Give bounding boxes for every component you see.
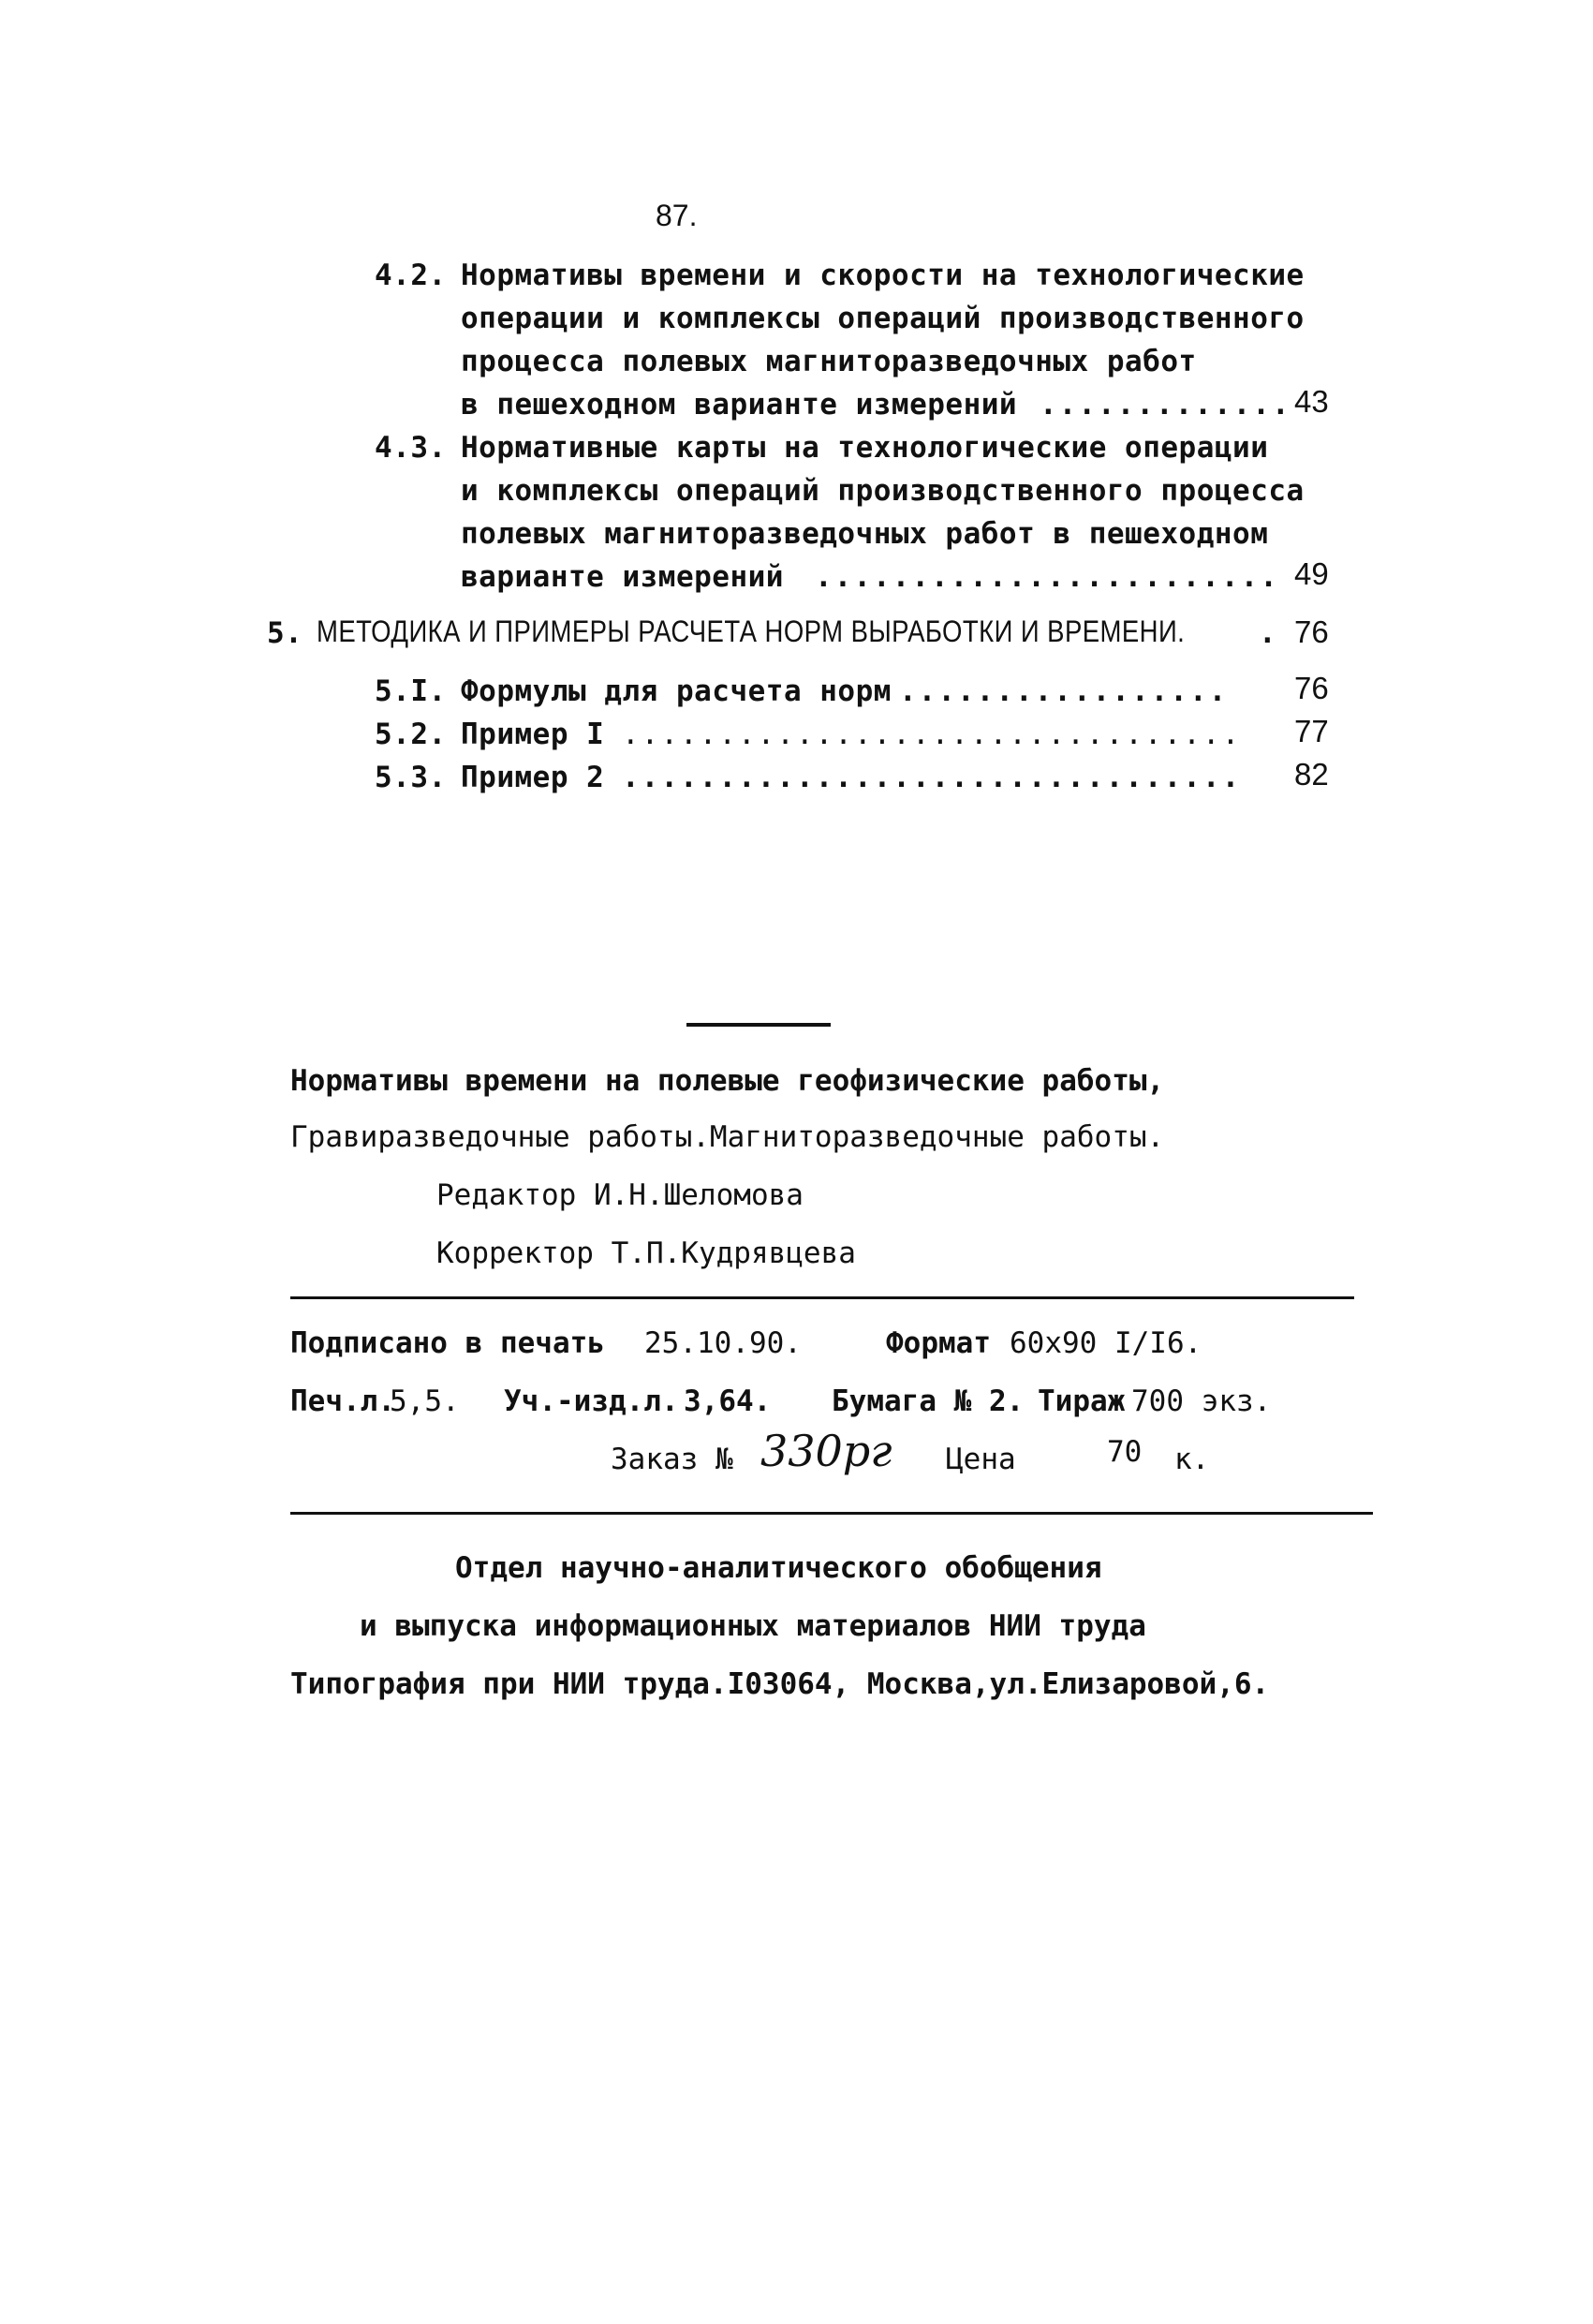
signed-label: Подписано в печать — [290, 1326, 605, 1360]
toc-page-number: 49 — [1294, 556, 1329, 591]
toc-leader-dots: ............. — [1040, 388, 1291, 422]
divider-top — [290, 1296, 1354, 1299]
toc-leader-dots: ................................ — [622, 718, 1242, 751]
paper-text: Бумага № 2. — [832, 1384, 1025, 1418]
printing-house-line: Типография при НИИ труда.I03064, Москва,ул.Елизаровой,6. — [290, 1667, 1270, 1701]
publisher-line: и выпуска информационных материалов НИИ труда — [360, 1609, 1146, 1643]
sheets-value: 5,5. — [390, 1384, 460, 1418]
price-label: Цена — [946, 1443, 1016, 1476]
toc-title-line: операции и комплексы операций производственного — [461, 302, 1305, 335]
toc-title: Пример 2 — [461, 761, 605, 794]
toc-page-number: 82 — [1294, 757, 1329, 792]
uch-label: Уч.-изд.л. — [504, 1384, 679, 1418]
toc-page-number: 76 — [1294, 671, 1329, 705]
toc-title-line: варианте измерений — [461, 560, 784, 594]
corrector-line: Корректор Т.П.Кудрявцева — [436, 1236, 856, 1270]
order-number-handwritten: 330рг — [760, 1426, 892, 1476]
toc-title-line: в пешеходном варианте измерений — [461, 388, 1018, 422]
editor-line: Редактор И.Н.Шеломова — [436, 1178, 804, 1212]
publisher-line: Отдел научно-аналитического обобщения — [455, 1551, 1102, 1585]
price-value: 70 — [1107, 1435, 1143, 1469]
format-value: 60х90 I/I6. — [1010, 1326, 1202, 1360]
toc-leader-dots: ................. — [899, 674, 1229, 708]
toc-title: Формулы для расчета норм — [461, 674, 892, 708]
divider-bottom — [290, 1512, 1373, 1515]
toc-title-line: Нормативные карты на технологические операции — [461, 431, 1269, 465]
toc-title-line: Нормативы времени и скорости на технологические — [461, 259, 1305, 292]
toc-leader-dots: . — [1259, 616, 1278, 650]
toc-leader-dots: ................................ — [622, 761, 1242, 794]
toc-number: 5.I. — [375, 674, 447, 708]
signed-date: 25.10.90. — [644, 1326, 802, 1360]
toc-number: 4.2. — [375, 259, 447, 292]
toc-page-number: 43 — [1294, 384, 1329, 419]
toc-number: 5.2. — [375, 718, 447, 751]
toc-number: 5. — [267, 616, 303, 650]
toc-title: Пример I — [461, 718, 605, 751]
toc-page-number: 76 — [1294, 614, 1329, 649]
run-label: Тираж — [1038, 1384, 1126, 1418]
toc-page-number: 77 — [1294, 714, 1329, 748]
short-divider — [686, 1023, 831, 1027]
toc-leader-dots: ........................ — [815, 560, 1279, 594]
run-value: 700 экз. — [1131, 1384, 1272, 1418]
toc-number: 4.3. — [375, 431, 447, 465]
format-label: Формат — [886, 1326, 991, 1360]
book-title-line: Нормативы времени на полевые геофизические работы, — [290, 1064, 1165, 1098]
toc-number: 5.3. — [375, 761, 447, 794]
toc-title-line: и комплексы операций производственного процесса — [461, 474, 1305, 508]
order-label: Заказ № — [611, 1443, 733, 1476]
book-subtitle-line: Гравиразведочные работы.Магниторазведочные работы. — [290, 1120, 1165, 1154]
toc-title-line: полевых магниторазведочных работ в пешеходном — [461, 517, 1269, 551]
toc-chapter-title: МЕТОДИКА И ПРИМЕРЫ РАСЧЕТА НОРМ ВЫРАБОТКИ И ВРЕМЕНИ. — [317, 614, 1186, 648]
sheets-label: Печ.л. — [290, 1384, 395, 1418]
uch-value: 3,64. — [684, 1384, 772, 1418]
toc-title-line: процесса полевых магниторазведочных работ — [461, 345, 1197, 378]
page-number: 87. — [656, 199, 698, 232]
price-unit: к. — [1174, 1443, 1210, 1476]
